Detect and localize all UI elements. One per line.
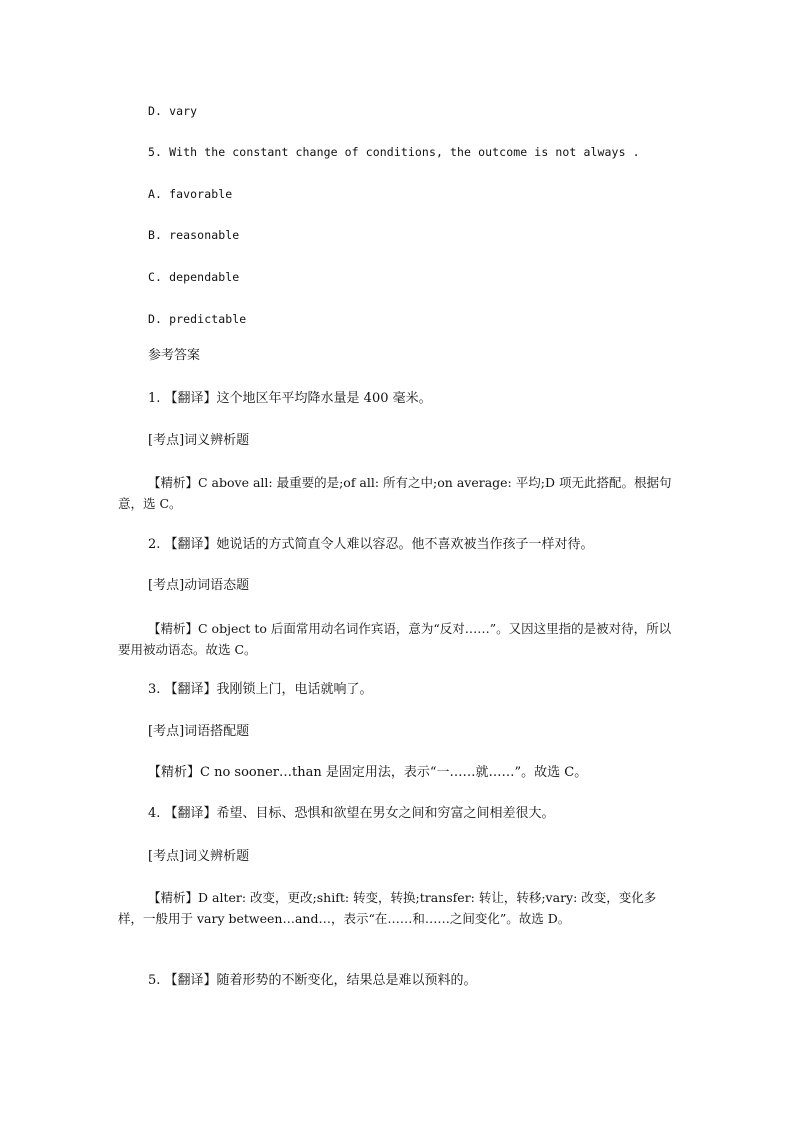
q5-option-a: A. favorable <box>148 187 233 201</box>
answer-4-analysis: 【精析】D alter: 改变，更改;shift: 转变，转换;transfer: 转让，转移;vary: 改变，变化多样，一般用于 vary between…and…，表示“在……和……之间变化”。故选 D。 <box>118 890 657 926</box>
answer-4-translation: 4. 【翻译】希望、目标、恐惧和欲望在男女之间和穷富之间相差很大。 <box>148 806 555 821</box>
answer-4-point: [考点]词义辨析题 <box>148 849 250 864</box>
q5-option-c: C. dependable <box>148 270 240 284</box>
q5-stem: 5. With the constant change of conditions, the outcome is not always . <box>148 145 640 159</box>
answers-heading: 参考答案 <box>148 348 201 363</box>
answer-2-analysis: 【精析】C object to 后面常用动名词作宾语，意为“反对……”。又因这里指的是被对待，所以要用被动语态。故选 C。 <box>118 621 672 657</box>
q5-option-b: B. reasonable <box>148 228 240 242</box>
answer-2-point: [考点]动词语态题 <box>148 578 250 593</box>
answer-1-translation: 1. 【翻译】这个地区年平均降水量是 400 毫米。 <box>148 391 432 406</box>
answer-3-translation: 3. 【翻译】我刚锁上门，电话就响了。 <box>148 682 373 697</box>
answer-3-analysis: 【精析】C no sooner…than 是固定用法，表示“一……就……”。故选 C。 <box>148 765 588 780</box>
answer-1-point: [考点]词义辨析题 <box>148 433 250 448</box>
answer-2-translation: 2. 【翻译】她说话的方式简直令人难以容忍。他不喜欢被当作孩子一样对待。 <box>148 537 594 552</box>
q4-option-d: D. vary <box>148 104 198 118</box>
q5-option-d: D. predictable <box>148 312 247 326</box>
answer-3-point: [考点]词语搭配题 <box>148 724 250 739</box>
answer-1-analysis: 【精析】C above all: 最重要的是;of all: 所有之中;on average: 平均;D 项无此搭配。根据句意，选 C。 <box>118 475 672 511</box>
answer-5-translation: 5. 【翻译】随着形势的不断变化，结果总是难以预料的。 <box>148 973 477 988</box>
